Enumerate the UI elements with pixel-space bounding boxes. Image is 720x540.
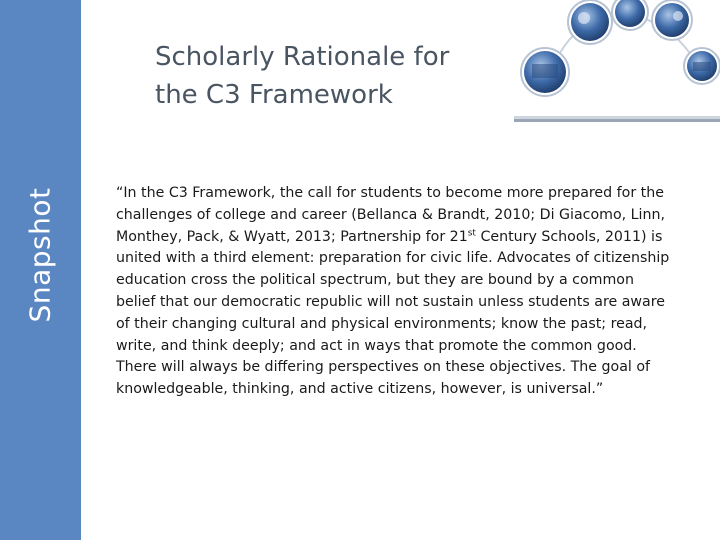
slide-title: Scholarly Rationale for the C3 Framework [155,42,450,110]
sidebar-label: Snapshot [23,187,57,323]
photo-circle-upper-left [568,0,612,44]
quote-text [116,183,672,401]
quote-part-2: Century Schools, 2011) is united with a third element: preparation for civic life. Advocates of citizenship education cross the political spectrum, but they are bound by a common belief that our democratic republic will not sustain unless students are aware of their changing cultural and physical environments; know the past; read, write, and think deeply; and act in ways that promote the common good. There will always be differing perspectives on these objectives. The goal of knowledgeable, thinking, and active citizens, however, is universal.” [116,228,670,398]
photo-circle-left [521,48,569,96]
sidebar-band [0,0,81,540]
quote-part-1: “In the C3 Framework, the call for students to become more prepared for the challenges of college and career (Bellanca & Brandt, 2010; Di Giacomo, Linn, Monthey, Pack, & Wyatt, 2013; Partnership for 21 [116,185,665,245]
photo-circle-upper-right [652,0,692,40]
base-bar-dark [514,119,720,122]
quote-superscript: st [467,227,476,238]
photo-arc-graphic [512,0,720,130]
photo-circle-top [612,0,648,30]
photo-circle-right [684,48,720,84]
